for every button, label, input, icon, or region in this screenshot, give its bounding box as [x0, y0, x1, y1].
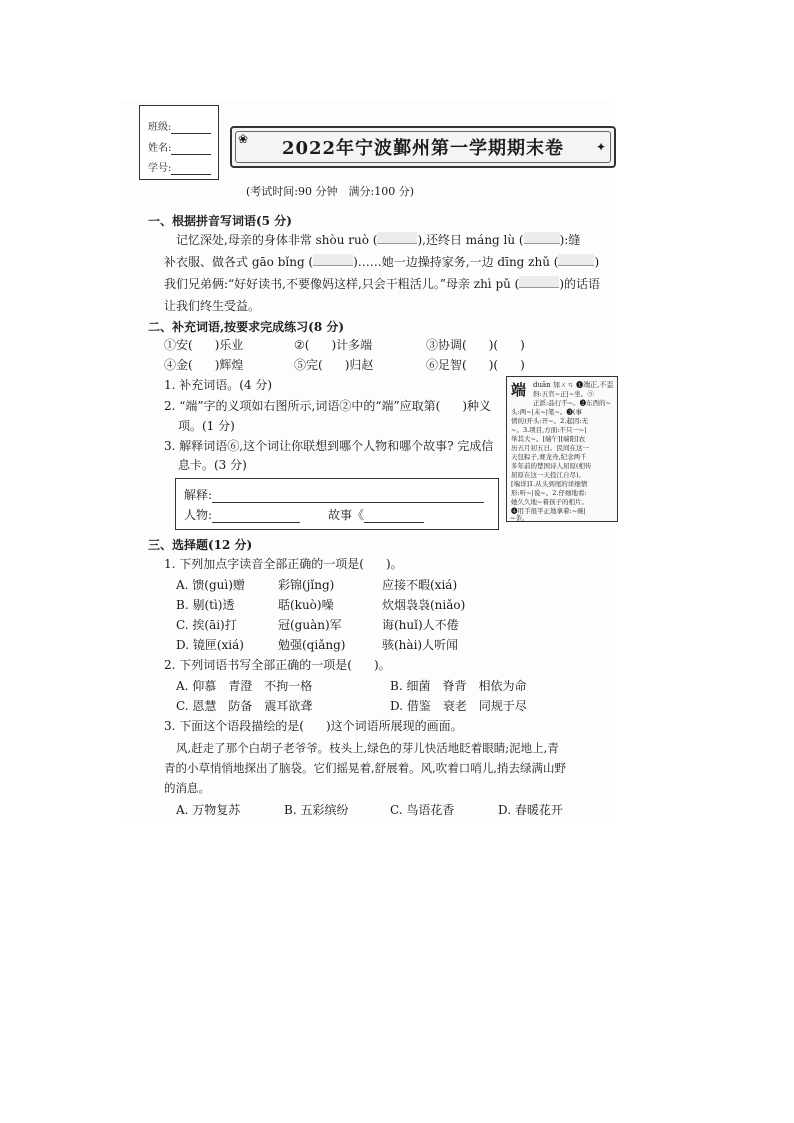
q2-option-a[interactable]: A. 仰慕 青澄 不拘一格: [176, 679, 313, 693]
card-person-field[interactable]: 人物:: [184, 507, 300, 523]
word-item-2: ②( )计多端: [294, 338, 373, 352]
option-a3: 应接不暇(xiá): [382, 578, 458, 592]
s1-line-1: 记忆深处,母亲的身体非常 shòu ruò ( ),还终日 máng lù ( ):缝: [176, 233, 581, 247]
dictionary-line: 形:听~|说~。2.仔细地看:: [511, 489, 587, 497]
s2-question-2: 2. “端”字的义项如右图所示,词语②中的“端”应取第( )种义: [164, 399, 491, 413]
q3-option-c[interactable]: C. 鸟语花香: [390, 803, 455, 817]
s2-question-2-cont: 项。(1 分): [178, 419, 235, 433]
s2-question-3-cont: 息卡。(3 分): [178, 458, 247, 472]
passage-line-2: 青的小草悄悄地探出了脑袋。它们摇晃着,舒展着。风,吹着口哨儿,捎去绿满山野: [164, 761, 566, 775]
q3-option-b[interactable]: B. 五彩缤纷: [284, 803, 349, 817]
dictionary-line: 举其大~。[端午][端阳]农: [511, 435, 586, 443]
dictionary-line: 天包粽子,赛龙舟,纪念两千: [511, 453, 587, 461]
dictionary-pinyin: duān 加ㄨㄢ ❶端正,不歪: [533, 381, 614, 389]
dictionary-line: [端详]1.从头到尾的详细情: [511, 480, 588, 488]
section-1-heading: 一、根据拼音写词语(5 分): [148, 214, 292, 228]
passage-line-1: 风,赶走了那个白胡子老爷爷。枝头上,绿色的芽儿快活地眨着眼睛;泥地上,青: [176, 741, 559, 755]
word-item-5: ⑤完( )归赵: [294, 358, 374, 372]
q3-option-a[interactable]: A. 万物复苏: [176, 803, 241, 817]
dictionary-entry-box: [506, 376, 618, 522]
info-card: [175, 478, 499, 530]
flower-icon: ❀: [238, 132, 249, 146]
q2-option-d[interactable]: D. 借鉴 衰老 同规于尽: [390, 699, 527, 713]
dictionary-line: 多年前的楚国诗人屈原(相传: [511, 462, 592, 470]
option-a1[interactable]: A. 馈(guì)赠: [176, 578, 245, 592]
dictionary-line: 斜:五官~正|~坐。⑤: [533, 390, 594, 398]
card-story-field[interactable]: 故事《: [328, 507, 424, 523]
option-c3: 诲(huǐ)人不倦: [382, 618, 459, 632]
q2-option-b[interactable]: B. 细菌 脊背 相依为命: [390, 679, 527, 693]
dictionary-char: 端: [511, 381, 527, 399]
option-c1[interactable]: C. 挨(āi)打: [176, 618, 237, 632]
q2-option-c[interactable]: C. 恩慧 防备 震耳欲聋: [176, 699, 313, 713]
card-explain-field[interactable]: 解释:: [184, 487, 484, 503]
option-b1[interactable]: B. 剔(tì)透: [176, 598, 235, 612]
dictionary-line: ❹用手很平正地拿着:~碗|: [511, 507, 586, 515]
option-d1[interactable]: D. 镜匣(xiá): [176, 638, 244, 652]
s3-question-3: 3. 下面这个语段描绘的是( )这个词语所展现的画面。: [164, 719, 463, 733]
page-title: 2022年宁波鄞州第一学期期末卷: [281, 138, 565, 159]
student-info-box: [139, 105, 219, 180]
option-d3: 骇(hài)人听闻: [382, 638, 459, 652]
title-banner: [230, 126, 616, 168]
word-item-6: ⑥足智( )( ): [426, 358, 525, 372]
section-3-heading: 三、选择题(12 分): [148, 538, 253, 552]
student-id-field[interactable]: 学号:: [148, 163, 211, 175]
answer-blank[interactable]: [519, 276, 559, 288]
dictionary-line: ~。3.项目,方面:不只一~|: [511, 426, 587, 434]
s1-line-4: 让我们终生受益。: [164, 299, 261, 313]
passage-line-3: 的消息。: [164, 781, 210, 795]
dictionary-line-last: ~茶。: [510, 514, 529, 522]
answer-blank[interactable]: [377, 232, 417, 244]
s1-line-2: 补衣服、做各式 gāo bǐng ( )……她一边操持家务,一边 dīng zhǔ ( ): [164, 255, 600, 269]
answer-blank[interactable]: [313, 254, 353, 266]
dictionary-line: 她久久地~着孩子的相片。: [511, 498, 588, 506]
dictionary-line: 屈原在这一天投江自尽)。: [511, 471, 586, 479]
option-b2: 聒(kuò)噪: [278, 598, 334, 612]
s2-question-3: 3. 解释词语⑥,这个词让你联想到哪个人物和哪个故事? 完成信: [164, 439, 494, 453]
option-c2: 冠(guàn)军: [278, 618, 342, 632]
q3-option-d[interactable]: D. 春暖花开: [498, 803, 563, 817]
answer-blank[interactable]: [524, 232, 560, 244]
dictionary-line: 情的)开头:开~。2.起因:无: [511, 417, 589, 425]
class-field[interactable]: 班级:: [148, 122, 211, 134]
option-b3: 炊烟袅袅(niǎo): [382, 598, 466, 612]
word-item-4: ④金( )辉煌: [164, 358, 244, 372]
word-item-1: ①安( )乐业: [164, 338, 244, 352]
option-d2: 勉强(qiǎng): [278, 638, 346, 652]
s3-question-1: 1. 下列加点字读音全部正确的一项是( )。: [164, 557, 403, 571]
answer-blank[interactable]: [558, 254, 594, 266]
s3-question-2: 2. 下列词语书写全部正确的一项是( )。: [164, 658, 391, 672]
s2-question-1: 1. 补充词语。(4 分): [164, 378, 273, 392]
name-field[interactable]: 姓名:: [148, 143, 211, 155]
s1-line-3: 我们兄弟俩:“好好读书,不要像妈这样,只会干粗活儿。”母亲 zhì pǔ ( )的话语: [164, 277, 601, 291]
bird-icon: ✦: [595, 140, 606, 154]
dictionary-line: 历五月初五日。民间在这一: [511, 444, 589, 452]
exam-info: (考试时间:90 分钟 满分:100 分): [246, 185, 414, 198]
option-a2: 彩锦(jǐng): [278, 578, 335, 592]
dictionary-line: 头:两~|末~|笔~。❸(事: [511, 408, 582, 416]
word-item-3: ③协调( )( ): [426, 338, 525, 352]
section-2-heading: 二、补充词语,按要求完成练习(8 分): [148, 320, 345, 334]
dictionary-line: 正派:品行不~。❷东西的~: [533, 399, 612, 407]
